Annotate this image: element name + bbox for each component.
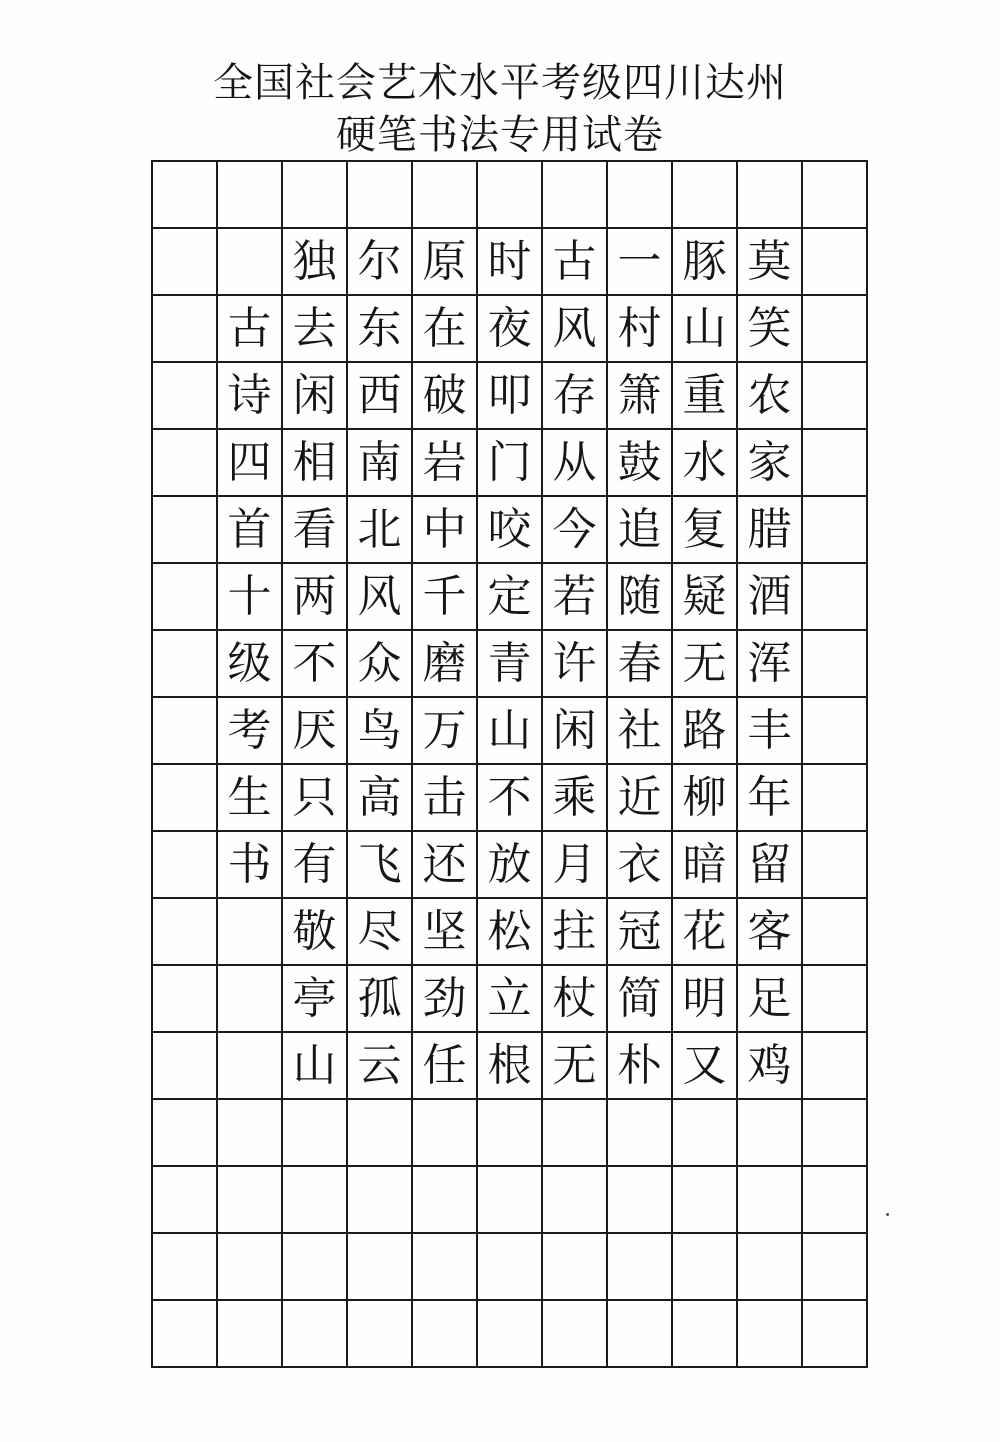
grid-cell-empty <box>738 1100 803 1167</box>
grid-cell-empty <box>478 1167 543 1234</box>
grid-cell-empty <box>803 162 868 229</box>
grid-cell-empty <box>543 1167 608 1234</box>
grid-cell-char: 众 <box>348 631 413 698</box>
grid-cell-empty <box>153 430 218 497</box>
grid-cell-empty <box>218 229 283 296</box>
grid-cell-char: 无 <box>543 1033 608 1100</box>
grid-cell-empty <box>673 1301 738 1368</box>
grid-cell-char: 只 <box>283 765 348 832</box>
grid-cell-char: 村 <box>608 296 673 363</box>
grid-cell-char: 山 <box>478 698 543 765</box>
grid-cell-empty <box>153 1167 218 1234</box>
grid-cell-empty <box>608 1100 673 1167</box>
grid-cell-char: 古 <box>543 229 608 296</box>
grid-cell-empty <box>608 1234 673 1301</box>
grid-cell-empty <box>348 1100 413 1167</box>
grid-cell-empty <box>543 1234 608 1301</box>
grid-cell-char: 近 <box>608 765 673 832</box>
grid-cell-empty <box>543 1100 608 1167</box>
grid-cell-char: 还 <box>413 832 478 899</box>
grid-cell-empty <box>673 1100 738 1167</box>
grid-cell-empty <box>153 1301 218 1368</box>
grid-cell-char: 春 <box>608 631 673 698</box>
grid-cell-empty <box>803 899 868 966</box>
grid-cell-empty <box>803 564 868 631</box>
grid-cell-char: 随 <box>608 564 673 631</box>
grid-cell-char: 北 <box>348 497 413 564</box>
grid-cell-char: 击 <box>413 765 478 832</box>
grid-cell-char: 相 <box>283 430 348 497</box>
grid-cell-char: 又 <box>673 1033 738 1100</box>
grid-cell-char: 衣 <box>608 832 673 899</box>
grid-cell-empty <box>218 1033 283 1100</box>
grid-cell-empty <box>413 1167 478 1234</box>
grid-cell-char: 古 <box>218 296 283 363</box>
grid-cell-empty <box>153 1033 218 1100</box>
grid-cell-empty <box>153 296 218 363</box>
grid-cell-char: 朴 <box>608 1033 673 1100</box>
grid-cell-char: 鸟 <box>348 698 413 765</box>
grid-cell-char: 许 <box>543 631 608 698</box>
grid-cell-char: 中 <box>413 497 478 564</box>
grid-cell-empty <box>153 162 218 229</box>
grid-cell-char: 夜 <box>478 296 543 363</box>
grid-cell-char: 亭 <box>283 966 348 1033</box>
grid-cell-char: 冠 <box>608 899 673 966</box>
grid-cell-empty <box>803 296 868 363</box>
grid-cell-char: 浑 <box>738 631 803 698</box>
grid-cell-char: 鸡 <box>738 1033 803 1100</box>
grid-cell-empty <box>478 162 543 229</box>
grid-cell-empty <box>348 162 413 229</box>
grid-cell-char: 明 <box>673 966 738 1033</box>
grid-cell-empty <box>738 1167 803 1234</box>
grid-cell-char: 一 <box>608 229 673 296</box>
grid-cell-char: 丰 <box>738 698 803 765</box>
grid-cell-char: 花 <box>673 899 738 966</box>
grid-cell-char: 看 <box>283 497 348 564</box>
grid-cell-char: 山 <box>283 1033 348 1100</box>
grid-cell-empty <box>738 1234 803 1301</box>
grid-cell-empty <box>218 1100 283 1167</box>
grid-cell-char: 年 <box>738 765 803 832</box>
grid-cell-char: 独 <box>283 229 348 296</box>
grid-cell-char: 拄 <box>543 899 608 966</box>
grid-cell-empty <box>803 698 868 765</box>
grid-cell-empty <box>478 1234 543 1301</box>
grid-cell-empty <box>348 1234 413 1301</box>
grid-cell-empty <box>218 1234 283 1301</box>
grid-cell-char: 高 <box>348 765 413 832</box>
grid-cell-empty <box>803 765 868 832</box>
grid-cell-empty <box>283 1100 348 1167</box>
grid-cell-empty <box>153 631 218 698</box>
grid-cell-char: 诗 <box>218 363 283 430</box>
grid-cell-empty <box>348 1301 413 1368</box>
grid-cell-char: 根 <box>478 1033 543 1100</box>
grid-cell-empty <box>218 899 283 966</box>
grid-cell-empty <box>608 162 673 229</box>
paper-speck <box>886 1213 889 1216</box>
grid-cell-char: 东 <box>348 296 413 363</box>
grid-cell-empty <box>738 162 803 229</box>
grid-cell-char: 坚 <box>413 899 478 966</box>
grid-cell-char: 追 <box>608 497 673 564</box>
grid-cell-char: 书 <box>218 832 283 899</box>
grid-cell-empty <box>153 698 218 765</box>
grid-cell-empty <box>803 1301 868 1368</box>
grid-cell-char: 岩 <box>413 430 478 497</box>
grid-cell-char: 有 <box>283 832 348 899</box>
grid-cell-char: 留 <box>738 832 803 899</box>
grid-cell-char: 万 <box>413 698 478 765</box>
grid-cell-empty <box>283 162 348 229</box>
grid-cell-char: 首 <box>218 497 283 564</box>
grid-cell-empty <box>153 497 218 564</box>
grid-cell-char: 不 <box>478 765 543 832</box>
grid-cell-char: 月 <box>543 832 608 899</box>
grid-cell-char: 孤 <box>348 966 413 1033</box>
grid-cell-empty <box>348 1167 413 1234</box>
grid-cell-char: 水 <box>673 430 738 497</box>
grid-cell-char: 生 <box>218 765 283 832</box>
grid-cell-char: 山 <box>673 296 738 363</box>
grid-cell-empty <box>153 1234 218 1301</box>
grid-cell-char: 豚 <box>673 229 738 296</box>
grid-cell-char: 考 <box>218 698 283 765</box>
grid-cell-char: 在 <box>413 296 478 363</box>
grid-cell-empty <box>413 1301 478 1368</box>
grid-cell-empty <box>283 1167 348 1234</box>
grid-cell-char: 不 <box>283 631 348 698</box>
grid-cell-empty <box>153 229 218 296</box>
grid-cell-char: 疑 <box>673 564 738 631</box>
grid-cell-empty <box>413 1234 478 1301</box>
grid-cell-char: 劲 <box>413 966 478 1033</box>
grid-cell-char: 农 <box>738 363 803 430</box>
grid-cell-empty <box>218 1301 283 1368</box>
grid-cell-char: 足 <box>738 966 803 1033</box>
grid-cell-empty <box>673 162 738 229</box>
grid-cell-char: 门 <box>478 430 543 497</box>
grid-cell-char: 闲 <box>543 698 608 765</box>
grid-cell-char: 任 <box>413 1033 478 1100</box>
grid-cell-char: 立 <box>478 966 543 1033</box>
grid-cell-char: 闲 <box>283 363 348 430</box>
grid-cell-char: 磨 <box>413 631 478 698</box>
grid-cell-char: 重 <box>673 363 738 430</box>
grid-cell-empty <box>153 363 218 430</box>
grid-cell-char: 杖 <box>543 966 608 1033</box>
grid-cell-empty <box>803 363 868 430</box>
grid-cell-empty <box>803 631 868 698</box>
grid-cell-char: 敬 <box>283 899 348 966</box>
writing-grid <box>151 160 868 1368</box>
grid-cell-char: 今 <box>543 497 608 564</box>
grid-cell-empty <box>803 497 868 564</box>
grid-cell-empty <box>803 430 868 497</box>
grid-cell-char: 松 <box>478 899 543 966</box>
grid-cell-char: 破 <box>413 363 478 430</box>
grid-cell-char: 去 <box>283 296 348 363</box>
grid-cell-empty <box>608 1167 673 1234</box>
grid-cell-empty <box>218 966 283 1033</box>
grid-cell-char: 原 <box>413 229 478 296</box>
grid-cell-char: 十 <box>218 564 283 631</box>
grid-cell-char: 笑 <box>738 296 803 363</box>
grid-cell-char: 鼓 <box>608 430 673 497</box>
grid-cell-char: 西 <box>348 363 413 430</box>
grid-cell-char: 若 <box>543 564 608 631</box>
grid-cell-empty <box>153 832 218 899</box>
grid-cell-char: 存 <box>543 363 608 430</box>
grid-cell-char: 酒 <box>738 564 803 631</box>
grid-cell-empty <box>413 162 478 229</box>
grid-cell-char: 柳 <box>673 765 738 832</box>
grid-cell-empty <box>803 229 868 296</box>
grid-cell-char: 叩 <box>478 363 543 430</box>
grid-cell-char: 千 <box>413 564 478 631</box>
grid-cell-empty <box>738 1301 803 1368</box>
grid-cell-char: 风 <box>543 296 608 363</box>
grid-cell-char: 放 <box>478 832 543 899</box>
title-line-1: 全国社会艺术水平考级四川达州 <box>213 60 787 106</box>
grid-cell-empty <box>153 966 218 1033</box>
grid-cell-empty <box>803 1234 868 1301</box>
grid-cell-empty <box>218 1167 283 1234</box>
grid-cell-empty <box>153 1100 218 1167</box>
grid-cell-empty <box>543 162 608 229</box>
grid-cell-char: 莫 <box>738 229 803 296</box>
grid-cell-char: 从 <box>543 430 608 497</box>
grid-cell-char: 飞 <box>348 832 413 899</box>
grid-cell-char: 尔 <box>348 229 413 296</box>
grid-cell-char: 青 <box>478 631 543 698</box>
grid-cell-char: 咬 <box>478 497 543 564</box>
grid-cell-empty <box>803 1100 868 1167</box>
grid-cell-empty <box>283 1301 348 1368</box>
grid-cell-empty <box>413 1100 478 1167</box>
grid-cell-empty <box>218 162 283 229</box>
grid-cell-empty <box>283 1234 348 1301</box>
grid-cell-char: 尽 <box>348 899 413 966</box>
grid-cell-empty <box>803 1167 868 1234</box>
grid-cell-char: 级 <box>218 631 283 698</box>
grid-cell-empty <box>543 1301 608 1368</box>
grid-cell-empty <box>478 1100 543 1167</box>
title-line-2: 硬笔书法专用试卷 <box>336 112 664 158</box>
grid-cell-char: 云 <box>348 1033 413 1100</box>
grid-cell-char: 风 <box>348 564 413 631</box>
grid-cell-char: 时 <box>478 229 543 296</box>
grid-cell-empty <box>608 1301 673 1368</box>
grid-cell-char: 定 <box>478 564 543 631</box>
grid-cell-char: 两 <box>283 564 348 631</box>
grid-cell-char: 四 <box>218 430 283 497</box>
grid-cell-empty <box>803 832 868 899</box>
grid-cell-char: 暗 <box>673 832 738 899</box>
grid-cell-char: 路 <box>673 698 738 765</box>
grid-cell-empty <box>153 765 218 832</box>
grid-cell-empty <box>153 564 218 631</box>
grid-cell-char: 简 <box>608 966 673 1033</box>
grid-cell-char: 腊 <box>738 497 803 564</box>
grid-cell-empty <box>803 966 868 1033</box>
grid-cell-empty <box>673 1167 738 1234</box>
grid-cell-char: 家 <box>738 430 803 497</box>
grid-cell-char: 箫 <box>608 363 673 430</box>
grid-cell-empty <box>153 899 218 966</box>
grid-cell-char: 复 <box>673 497 738 564</box>
grid-cell-char: 无 <box>673 631 738 698</box>
grid-cell-empty <box>803 1033 868 1100</box>
grid-cell-char: 客 <box>738 899 803 966</box>
grid-cell-char: 厌 <box>283 698 348 765</box>
grid-cell-char: 乘 <box>543 765 608 832</box>
grid-cell-char: 社 <box>608 698 673 765</box>
grid-cell-empty <box>673 1234 738 1301</box>
grid-cell-char: 南 <box>348 430 413 497</box>
grid-cell-empty <box>478 1301 543 1368</box>
